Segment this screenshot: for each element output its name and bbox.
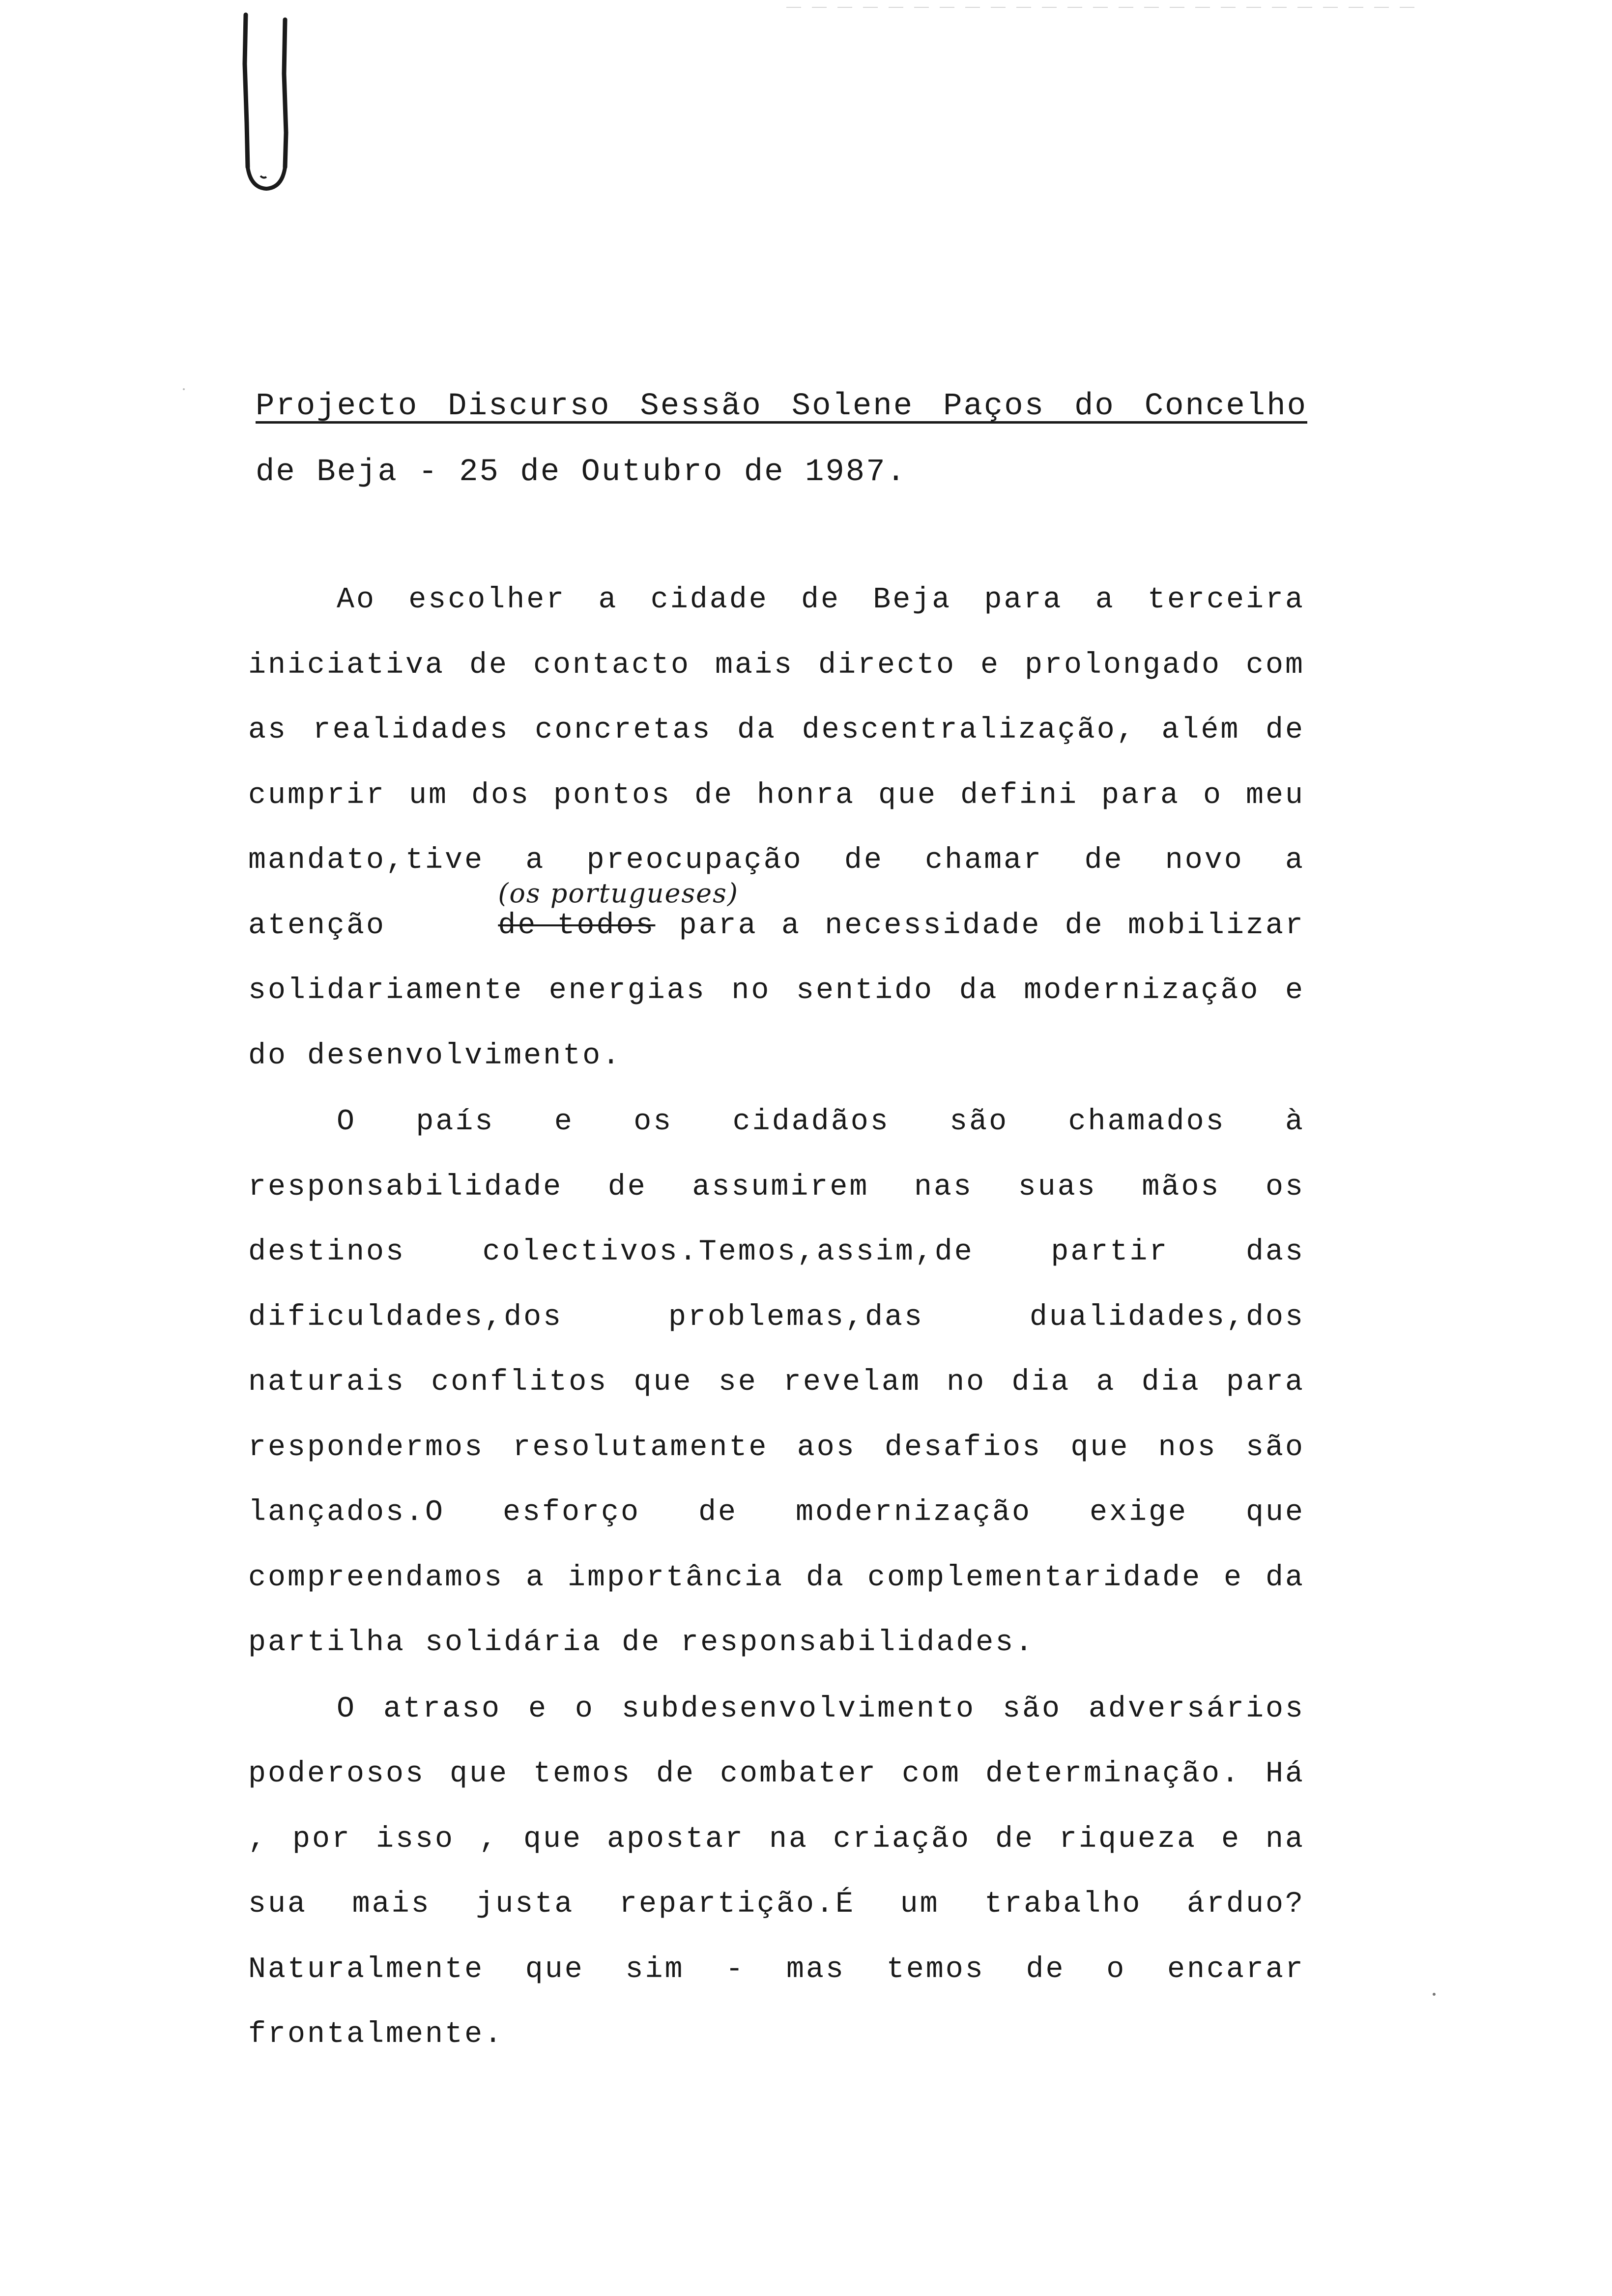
handwritten-insertion: (os portugueses)	[498, 877, 739, 909]
handwritten-corner-mark	[231, 5, 300, 192]
paragraph-1-before: Ao escolher a cidade de Beja para a terceira iniciativa de contacto mais directo e prolongado com as realidades concretas da descentralização, além de cumprir um dos pontos de honra que defini para o meu mandato,tive a preocupação de chamar de novo a atenção	[248, 583, 1305, 943]
scan-speck	[1433, 1993, 1436, 1996]
document-body	[248, 568, 1305, 2067]
paragraph-2: O país e os cidadãos são chamados à responsabilidade de assumirem nas suas mãos os destinos colectivos.Temos,assim,de partir das dificuldades,dos problemas,das dualidades,dos naturais conflitos que se revelam no dia a dia para respondermos resolutamente aos desafios que nos são lançados.O esforço de modernização exige que compreendamos a importância da complementaridade e da partilha solidária de responsabilidades.	[248, 1105, 1305, 1660]
scan-speck	[183, 388, 185, 390]
paragraph-1-after: para a necessidade de mobilizar solidariamente energias no sentido da modernização e do desenvolvimento.	[248, 909, 1305, 1073]
paragraph-3: O atraso e o subdesenvolvimento são adversários poderosos que temos de combater com determinação. Há , por isso , que apostar na criação de riqueza e na sua mais justa repartição.É um trabalho árduo? Naturalmente que sim - mas temos de o encarar frontalmente.	[248, 1692, 1305, 2051]
handwritten-correction	[409, 877, 739, 959]
document-title	[256, 373, 1307, 505]
title-line-2: de Beja - 25 de Outubro de 1987.	[256, 455, 907, 490]
scan-edge-artifact	[786, 6, 1425, 9]
title-line-1: Projecto Discurso Sessão Solene Paços do Concelho	[256, 389, 1307, 424]
struck-text: de todos	[498, 909, 656, 943]
paragraph-1	[248, 568, 1305, 1089]
